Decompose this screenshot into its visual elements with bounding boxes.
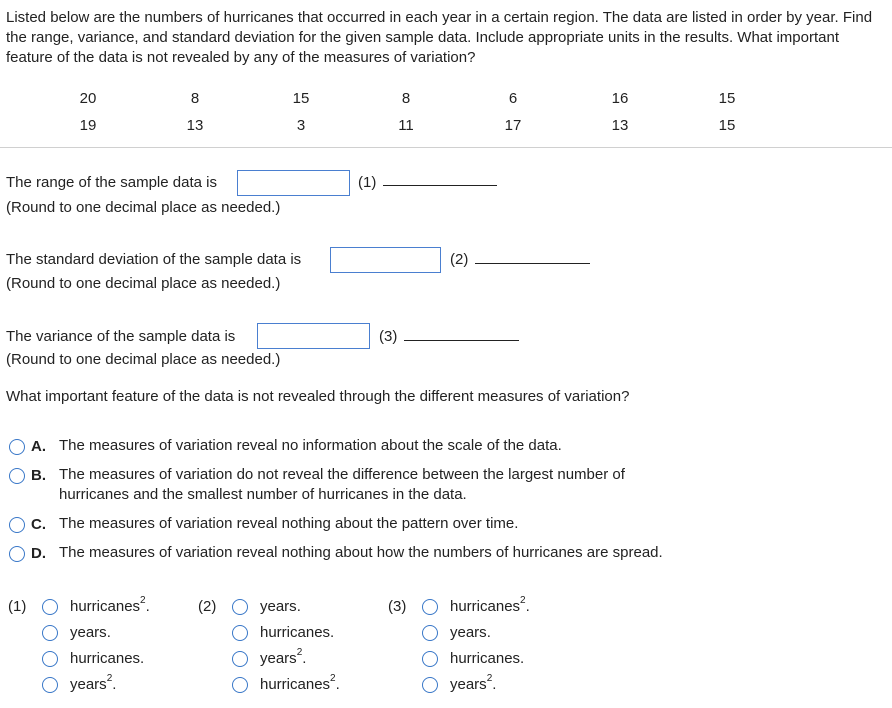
- unit-period: .: [486, 624, 491, 641]
- data-table: [0, 0, 892, 140]
- unit-period: .: [145, 598, 150, 615]
- data-cell: 15: [292, 90, 310, 107]
- unit-base: years: [450, 624, 487, 641]
- radio-button[interactable]: [42, 677, 58, 693]
- unit-base: years: [450, 676, 487, 693]
- data-cell: 20: [79, 90, 97, 107]
- unit-exponent: 2: [486, 673, 493, 684]
- sd-label: The standard deviation of the sample data is: [6, 251, 302, 268]
- unit-text: [260, 597, 301, 615]
- unit-text: [450, 649, 524, 667]
- unit-text: [260, 675, 340, 693]
- data-cell: 13: [611, 117, 629, 134]
- unit-exponent: 2: [296, 647, 303, 658]
- choice-d[interactable]: [0, 543, 892, 565]
- radio-button[interactable]: [232, 599, 248, 615]
- unit-base: hurricanes: [260, 676, 331, 693]
- variance-input[interactable]: [257, 323, 370, 349]
- choice-a[interactable]: [0, 436, 892, 458]
- data-cell: 6: [508, 90, 518, 107]
- range-note: (Round to one decimal place as needed.): [6, 199, 281, 216]
- range-label: The range of the sample data is: [6, 174, 217, 191]
- variance-unit-blank-label: (3): [379, 328, 398, 345]
- unit-period: .: [296, 598, 301, 615]
- choice-text: The measures of variation do not reveal the difference between the largest number of hurricanes and the smallest number of hurricanes in the data.: [59, 466, 625, 503]
- unit-period: .: [106, 624, 111, 641]
- unit-exponent: 2: [520, 595, 526, 606]
- unit-period: .: [112, 676, 117, 693]
- radio-button[interactable]: [42, 625, 58, 641]
- unit-text: [450, 675, 496, 693]
- sd-unit-blank-label: (2): [450, 251, 469, 268]
- radio-button[interactable]: [232, 677, 248, 693]
- unit-base: hurricanes: [260, 624, 331, 641]
- radio-button[interactable]: [9, 517, 25, 533]
- variance-label: The variance of the sample data is: [6, 328, 236, 345]
- unit-period: .: [140, 650, 145, 667]
- data-cell: 16: [611, 90, 629, 107]
- sd-unit-blank[interactable]: [475, 263, 590, 264]
- unit-group-label: (1): [8, 598, 27, 615]
- radio-button[interactable]: [232, 651, 248, 667]
- range-unit-blank[interactable]: [383, 185, 497, 186]
- radio-button[interactable]: [42, 599, 58, 615]
- unit-group-label: (2): [198, 598, 217, 615]
- unit-period: .: [520, 650, 525, 667]
- data-cell: 17: [504, 117, 522, 134]
- radio-button[interactable]: [422, 677, 438, 693]
- unit-period: .: [492, 676, 497, 693]
- data-cell: 15: [718, 90, 736, 107]
- unit-exponent: 2: [140, 595, 146, 606]
- unit-text: [70, 623, 111, 641]
- unit-base: years: [70, 624, 107, 641]
- range-input[interactable]: [237, 170, 350, 196]
- radio-button[interactable]: [422, 625, 438, 641]
- sd-input[interactable]: [330, 247, 441, 273]
- radio-button[interactable]: [42, 651, 58, 667]
- unit-group-3: [388, 592, 588, 704]
- choice-letter: A.: [31, 438, 46, 455]
- choice-letter: B.: [31, 467, 46, 484]
- choice-letter: D.: [31, 545, 46, 562]
- unit-text: [260, 649, 306, 667]
- unit-period: .: [525, 598, 530, 615]
- choice-text: The measures of variation reveal nothing about how the numbers of hurricanes are spread.: [59, 544, 663, 561]
- unit-base: years: [70, 676, 107, 693]
- radio-button[interactable]: [422, 599, 438, 615]
- data-cell: 19: [79, 117, 97, 134]
- data-cell: 3: [296, 117, 306, 134]
- unit-base: years: [260, 650, 297, 667]
- unit-period: .: [335, 676, 340, 693]
- unit-text: [70, 675, 116, 693]
- data-cell: 15: [718, 117, 736, 134]
- unit-base: years: [260, 598, 297, 615]
- choice-text: The measures of variation reveal no information about the scale of the data.: [59, 437, 562, 454]
- unit-text: [450, 623, 491, 641]
- data-cell: 8: [401, 90, 411, 107]
- radio-button[interactable]: [422, 651, 438, 667]
- unit-base: hurricanes: [70, 650, 141, 667]
- unit-group-1: [0, 592, 200, 704]
- unit-period: .: [302, 650, 307, 667]
- choice-c[interactable]: [0, 514, 892, 536]
- radio-button[interactable]: [232, 625, 248, 641]
- unit-text: [450, 597, 530, 615]
- unit-base: hurricanes: [450, 598, 521, 615]
- radio-button[interactable]: [9, 546, 25, 562]
- unit-exponent: 2: [330, 673, 336, 684]
- feature-question: What important feature of the data is not revealed through the different measures of variation?: [6, 388, 630, 405]
- sd-note: (Round to one decimal place as needed.): [6, 275, 281, 292]
- variance-unit-blank[interactable]: [404, 340, 519, 341]
- unit-text: [70, 597, 150, 615]
- unit-base: hurricanes: [70, 598, 141, 615]
- unit-base: hurricanes: [450, 650, 521, 667]
- unit-group-label: (3): [388, 598, 407, 615]
- choice-letter: C.: [31, 516, 46, 533]
- unit-text: [70, 649, 144, 667]
- unit-exponent: 2: [106, 673, 113, 684]
- data-cell: 13: [186, 117, 204, 134]
- data-cell: 8: [190, 90, 200, 107]
- data-cell: 11: [398, 117, 414, 134]
- unit-text: [260, 623, 334, 641]
- range-unit-blank-label: (1): [358, 174, 377, 191]
- choice-b[interactable]: [0, 465, 892, 507]
- unit-period: .: [330, 624, 335, 641]
- divider: [0, 147, 892, 148]
- variance-note: (Round to one decimal place as needed.): [6, 351, 281, 368]
- problem-statement: Listed below are the numbers of hurricanes that occurred in each year in a certain region. The data are listed in order by year. Find the range, variance, and standard deviation for the given sample data. Include appropriate units in the results. What important feature of the data is not revealed by any of the measures of variation?: [6, 9, 873, 66]
- choice-text: The measures of variation reveal nothing about the pattern over time.: [59, 515, 519, 532]
- unit-group-2: [198, 592, 388, 704]
- radio-button[interactable]: [9, 468, 25, 484]
- radio-button[interactable]: [9, 439, 25, 455]
